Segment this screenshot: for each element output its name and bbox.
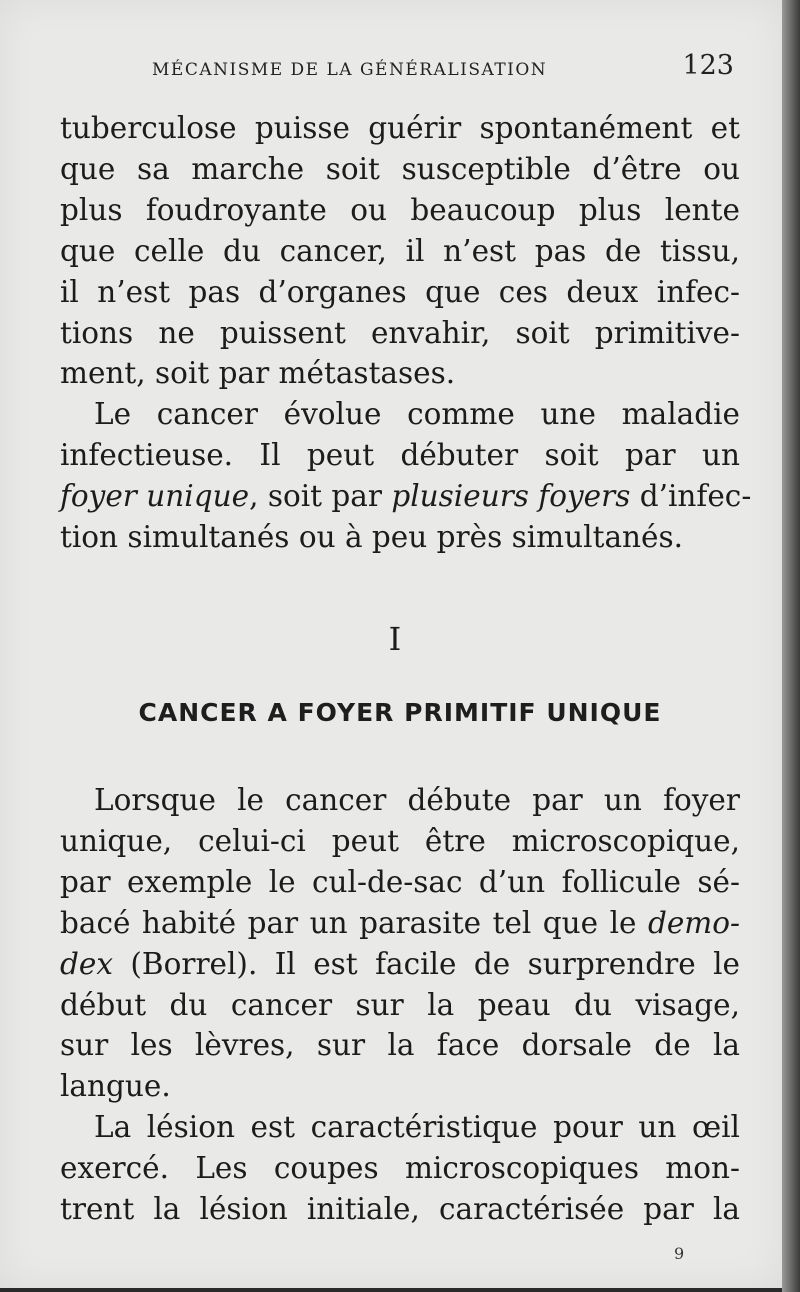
paragraph-single-focus	[60, 780, 740, 1107]
text-line: il n’est pas d’organes que ces deux infec-	[60, 274, 740, 309]
text-line: tuberculose puisse guérir spontanément et	[60, 111, 740, 145]
text-line: que celle du cancer, il n’est pas de tissu,	[60, 233, 740, 268]
text-line	[60, 903, 740, 944]
page-header	[60, 50, 740, 90]
italic-phrase: demo-	[647, 905, 740, 940]
text-line	[60, 476, 752, 517]
text-line	[60, 944, 740, 985]
paragraph-continued	[60, 108, 740, 394]
text-line: infectieuse. Il peut débuter soit par un	[60, 438, 740, 473]
text-line: tion simultanés ou à peu près simultanés.	[60, 520, 684, 555]
page-edge-shadow	[782, 0, 800, 1292]
text-line: plus foudroyante ou beaucoup plus lente	[60, 192, 740, 227]
body-text-top	[60, 108, 752, 558]
text-line: tions ne puissent envahir, soit primitive-	[60, 315, 740, 350]
page-number: 123	[682, 50, 734, 81]
body-text-bottom	[60, 780, 740, 1230]
text-fragment: bacé habité par un parasite tel que le	[60, 905, 648, 940]
italic-phrase: dex	[60, 946, 113, 981]
paragraph-cancer-evolution	[60, 394, 752, 558]
text-line: La lésion est caractéristique pour un œil	[94, 1110, 740, 1145]
text-line: exercé. Les coupes microscopiques mon-	[60, 1151, 740, 1186]
text-line: langue.	[60, 1069, 171, 1104]
text-fragment: d’infec-	[630, 479, 752, 514]
text-line: Lorsque le cancer débute par un foyer	[94, 783, 740, 817]
paragraph-lesion	[60, 1107, 740, 1230]
section-number: I	[388, 620, 402, 658]
text-line: ment, soit par métastases.	[60, 356, 456, 391]
text-line: par exemple le cul-de-sac d’un follicule sé-	[60, 864, 740, 899]
italic-phrase: plusieurs foyers	[391, 479, 631, 514]
running-head: MÉCANISME DE LA GÉNÉRALISATION	[152, 60, 548, 80]
text-line: début du cancer sur la peau du visage,	[60, 987, 740, 1022]
text-line: trent la lésion initiale, caractérisée par la	[60, 1192, 740, 1227]
text-fragment: , soit par	[249, 479, 392, 514]
text-line: que sa marche soit susceptible d’être ou	[60, 151, 740, 186]
text-line: unique, celui-ci peut être microscopique,	[60, 823, 740, 858]
text-line: Le cancer évolue comme une maladie	[94, 397, 740, 432]
text-line: sur les lèvres, sur la face dorsale de la	[60, 1028, 740, 1063]
italic-phrase: foyer unique	[60, 479, 250, 514]
signature-mark: 9	[674, 1244, 685, 1263]
text-fragment: (Borrel). Il est facile de surprendre le	[112, 946, 740, 981]
section-title: CANCER A FOYER PRIMITIF UNIQUE	[138, 698, 662, 727]
